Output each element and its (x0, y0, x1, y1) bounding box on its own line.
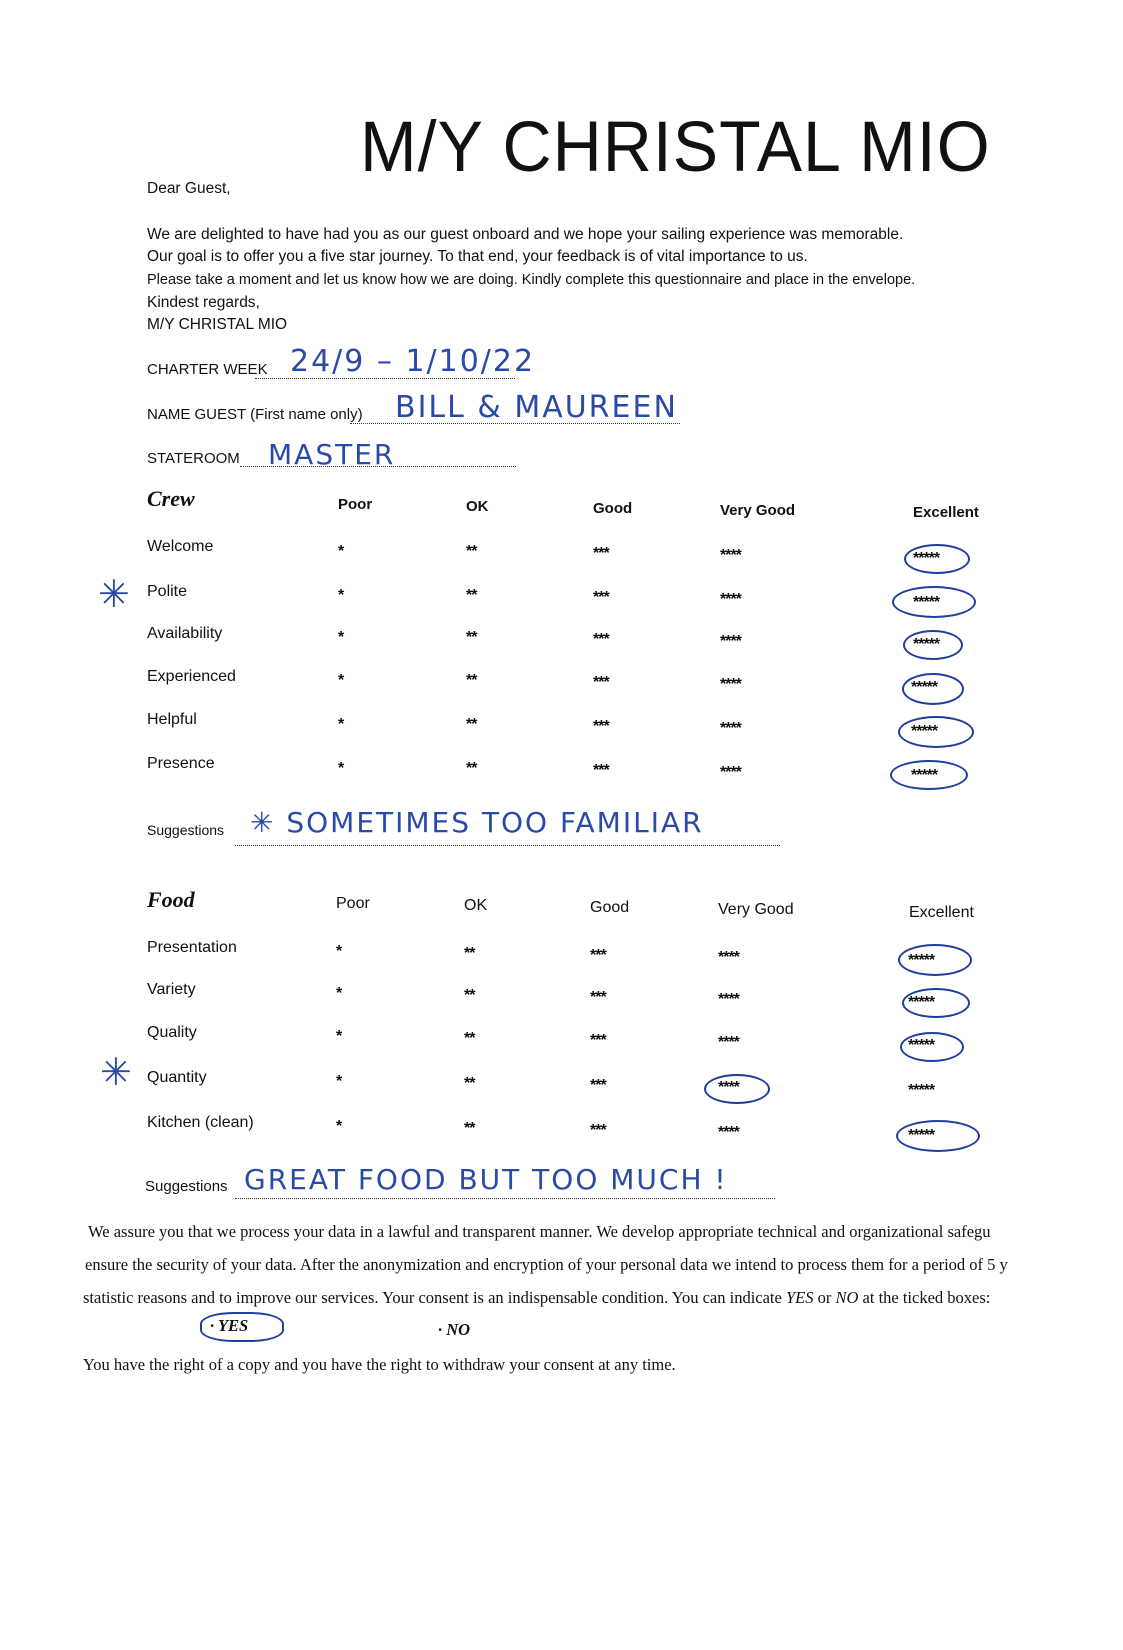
rating-star[interactable]: ** (466, 716, 477, 733)
food-row-label: Quality (147, 1024, 197, 1041)
rating-star[interactable]: *** (593, 718, 609, 735)
rating-star[interactable]: ***** (911, 767, 938, 784)
charter-week-label: CHARTER WEEK (147, 361, 268, 378)
rating-star[interactable]: *** (590, 1032, 606, 1049)
food-col-ok: OK (464, 897, 488, 914)
consent-no-option[interactable]: · NO (438, 1320, 471, 1339)
intro-line-2: Our goal is to offer you a five star journey. To that end, your feedback is of vital importance to us. (147, 248, 808, 265)
legal-no-word: NO (835, 1288, 859, 1307)
rating-star[interactable]: * (338, 587, 344, 604)
rating-star[interactable]: ***** (908, 994, 935, 1011)
name-guest-value[interactable]: BILL & MAUREEN (395, 390, 678, 425)
intro-line-3: Please take a moment and let us know how we are doing. Kindly complete this questionnaire and place in the envelope. (147, 272, 916, 288)
crew-row-label: Welcome (147, 538, 214, 555)
rating-star[interactable]: *** (593, 631, 609, 648)
food-col-excellent: Excellent (909, 904, 974, 921)
rating-star[interactable]: ** (466, 587, 477, 604)
crew-suggestions-line (235, 845, 780, 846)
rating-star[interactable]: **** (720, 720, 741, 737)
rating-star[interactable]: *** (590, 1077, 606, 1094)
rating-star[interactable]: ** (464, 987, 475, 1004)
rating-star[interactable]: **** (718, 949, 739, 966)
rating-star[interactable]: * (336, 1118, 342, 1135)
signature: M/Y CHRISTAL MIO (147, 316, 288, 333)
rating-star[interactable]: * (336, 985, 342, 1002)
legal-line-3 (83, 1288, 990, 1308)
selected-rating-circle (898, 716, 974, 748)
rating-star[interactable]: ***** (911, 679, 938, 696)
rating-star[interactable]: ***** (908, 952, 935, 969)
crew-suggestions-value[interactable]: ✳ SOMETIMES TOO FAMILIAR (250, 806, 704, 839)
rating-star[interactable]: ***** (913, 636, 940, 653)
crew-col-ok: OK (466, 498, 489, 515)
crew-col-poor: Poor (338, 496, 373, 513)
charter-week-value[interactable]: 24/9 – 1/10/22 (290, 344, 536, 379)
rating-star[interactable]: * (338, 629, 344, 646)
selected-rating-circle (900, 1032, 964, 1062)
selected-rating-circle (903, 630, 963, 660)
intro-line-1: We are delighted to have had you as our guest onboard and we hope your sailing experience was memorable. (147, 226, 904, 243)
crew-section-title: Crew (147, 486, 195, 511)
selected-rating-circle (898, 944, 972, 976)
stateroom-label: STATEROOM (147, 450, 240, 467)
marker-asterisk: ✳ (98, 574, 130, 616)
rating-star[interactable]: ** (466, 629, 477, 646)
rating-star[interactable]: * (336, 1028, 342, 1045)
food-row-label: Presentation (147, 939, 237, 956)
rating-star[interactable]: ** (466, 543, 477, 560)
rating-star[interactable]: ** (464, 1030, 475, 1047)
rating-star[interactable]: **** (718, 1124, 739, 1141)
food-row-label: Quantity (147, 1069, 207, 1086)
rating-star[interactable]: ***** (913, 594, 940, 611)
selected-rating-circle (890, 760, 968, 790)
rating-star[interactable]: **** (720, 547, 741, 564)
legal-line-1: We assure you that we process your data in a lawful and transparent manner. We develop appropriate technical and organizational safegu (88, 1222, 991, 1241)
crew-col-excellent: Excellent (913, 504, 979, 521)
food-row-label: Variety (147, 981, 196, 998)
selected-rating-circle (704, 1074, 770, 1104)
food-suggestions-label: Suggestions (145, 1178, 228, 1195)
regards: Kindest regards, (147, 294, 260, 311)
food-row-label: Kitchen (clean) (147, 1114, 254, 1131)
rating-star[interactable]: ***** (913, 550, 940, 567)
legal-line-3-text: statistic reasons and to improve our services. Your consent is an indispensable condition. You can indicate (83, 1288, 786, 1307)
crew-row-label: Experienced (147, 668, 236, 685)
rating-star[interactable]: ** (464, 945, 475, 962)
rating-star[interactable]: *** (590, 947, 606, 964)
rating-star[interactable]: * (336, 943, 342, 960)
rating-star[interactable]: ***** (911, 723, 938, 740)
selected-rating-circle (892, 586, 976, 618)
rating-star[interactable]: *** (593, 589, 609, 606)
rating-star[interactable]: * (338, 760, 344, 777)
food-suggestions-value[interactable]: GREAT FOOD BUT TOO MUCH ! (244, 1163, 728, 1196)
selected-rating-circle (902, 673, 964, 705)
legal-yes-word: YES (785, 1288, 814, 1307)
rating-star[interactable]: *** (593, 674, 609, 691)
food-col-poor: Poor (336, 895, 370, 912)
crew-row-label: Presence (147, 755, 215, 772)
legal-line-3-end: at the ticked boxes: (858, 1288, 991, 1307)
food-col-very-good: Very Good (718, 901, 794, 918)
rating-star[interactable]: *** (590, 1122, 606, 1139)
rating-star[interactable]: * (338, 543, 344, 560)
rating-star[interactable]: ** (466, 672, 477, 689)
rating-star[interactable]: **** (720, 676, 741, 693)
rating-star[interactable]: * (338, 716, 344, 733)
crew-row-label: Polite (147, 583, 188, 600)
selected-rating-circle (904, 544, 970, 574)
crew-suggestions-label: Suggestions (147, 822, 225, 838)
crew-row-label: Helpful (147, 711, 197, 728)
rating-star[interactable]: * (336, 1073, 342, 1090)
rating-star[interactable]: ** (464, 1075, 475, 1092)
rating-star[interactable]: **** (720, 633, 741, 650)
food-section-title: Food (147, 887, 195, 912)
rating-star[interactable]: ***** (908, 1127, 935, 1144)
consent-selected-circle (200, 1312, 284, 1342)
selected-rating-circle (902, 988, 970, 1018)
rating-star[interactable]: ** (464, 1120, 475, 1137)
rating-star[interactable]: ***** (908, 1037, 935, 1054)
rating-star[interactable]: **** (718, 991, 739, 1008)
rating-star[interactable]: **** (720, 764, 741, 781)
rating-star[interactable]: ***** (908, 1082, 935, 1099)
rating-star[interactable]: *** (590, 989, 606, 1006)
legal-line-2: ensure the security of your data. After the anonymization and encryption of your personal data we intend to process them for a period of 5 y (85, 1255, 1008, 1274)
crew-col-very-good: Very Good (720, 502, 796, 519)
rating-star[interactable]: *** (593, 545, 609, 562)
rating-star[interactable]: * (338, 672, 344, 689)
crew-row-label: Availability (147, 625, 223, 642)
consent-yes-option[interactable]: · YES (210, 1316, 249, 1335)
rating-star[interactable]: **** (718, 1079, 739, 1096)
rating-star[interactable]: **** (720, 591, 741, 608)
rating-star[interactable]: **** (718, 1034, 739, 1051)
crew-col-good: Good (593, 500, 633, 517)
food-suggestions-line (235, 1198, 775, 1199)
greeting: Dear Guest, (147, 180, 231, 197)
name-guest-label: NAME GUEST (First name only) (147, 406, 363, 423)
page-title: M/Y CHRISTAL MIO (360, 107, 991, 187)
rating-star[interactable]: *** (593, 762, 609, 779)
stateroom-value[interactable]: MASTER (268, 438, 396, 471)
selected-rating-circle (896, 1120, 980, 1152)
legal-or-word: or (813, 1288, 836, 1307)
rating-star[interactable]: ** (466, 760, 477, 777)
legal-line-4: You have the right of a copy and you have the right to withdraw your consent at any time. (83, 1355, 676, 1374)
food-col-good: Good (590, 899, 630, 916)
marker-asterisk: ✳ (100, 1052, 132, 1094)
